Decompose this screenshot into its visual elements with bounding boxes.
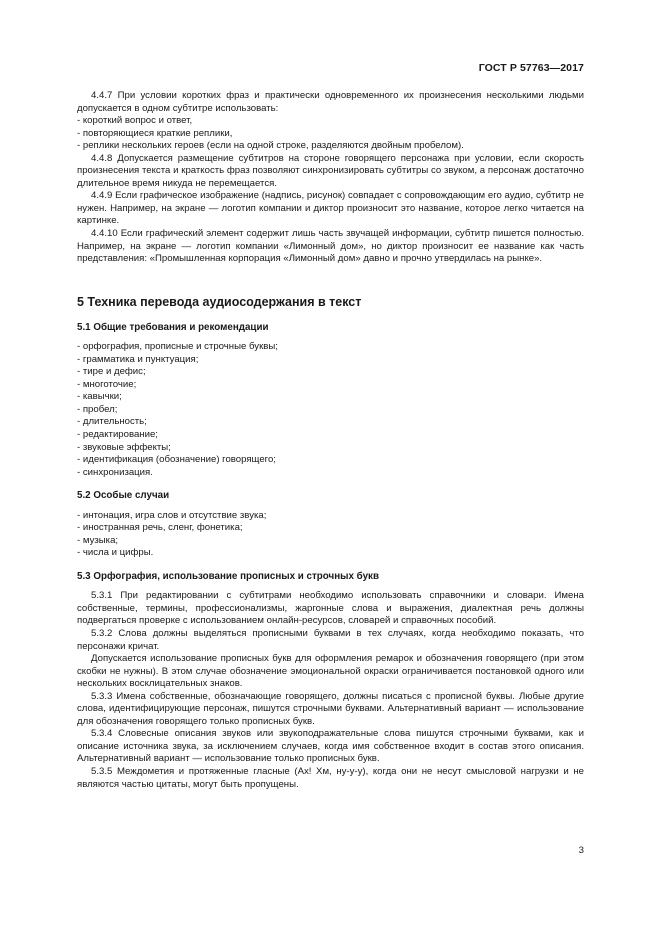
- section-5-1-title: 5.1 Общие требования и рекомендации: [77, 321, 269, 333]
- paragraph-5-3-4: 5.3.4 Словесные описания звуков или звукоподражательные слова пишутся строчными буквами, как и описание источника звука, за исключением случаев, когда имя собственное входит в состав этого описания. Альтернативный вариант — использование только прописных букв.: [77, 728, 584, 765]
- list-item: - пробел;: [77, 403, 118, 415]
- list-item: - идентификация (обозначение) говорящего;: [77, 454, 276, 466]
- page-content: [77, 90, 584, 791]
- list-item: - звуковые эффекты;: [77, 441, 171, 453]
- list-item: - иностранная речь, сленг, фонетика;: [77, 522, 243, 534]
- list-5-2: [77, 510, 584, 560]
- list-item: - кавычки;: [77, 391, 122, 403]
- document-code: ГОСТ Р 57763—2017: [478, 62, 584, 74]
- paragraph-5-3-2: 5.3.2 Слова должны выделяться прописными буквами в тех случаях, когда необходимо показать, что персонажи кричат.: [77, 628, 584, 652]
- page-number: 3: [578, 845, 584, 856]
- paragraph-4-4-8: 4.4.8 Допускается размещение субтитров на стороне говорящего персонажа при условии, если скорость произнесения текста и краткость фраз позволяют синхронизировать субтитры со звуком, а персонаж достаточно длительное время никуда не перемещается.: [77, 152, 584, 189]
- paragraph-5-3-1: 5.3.1 При редактировании с субтитрами необходимо использовать справочники и словари. Имена собственные, термины, профессионализмы, жаргонные слова и выражения, диалектная речь должны подвергаться проверке с использованием онлайн-ресурсов, словарей и справочных пособий.: [77, 590, 584, 627]
- list-item: - грамматика и пунктуация;: [77, 353, 199, 365]
- list-item: - тире и дефис;: [77, 366, 146, 378]
- list-item: - редактирование;: [77, 428, 158, 440]
- list-item: - короткий вопрос и ответ,: [77, 115, 193, 127]
- list-item: - синхронизация.: [77, 466, 153, 478]
- list-5-1: [77, 341, 584, 479]
- section-5-title: 5 Техника перевода аудиосодержания в текст: [77, 294, 362, 309]
- list-item: - музыка;: [77, 534, 119, 546]
- paragraph-5-3-3: 5.3.3 Имена собственные, обозначающие говорящего, должны писаться с прописной буквы. Любые другие слова, идентифицирующие персонаж, пишутся строчными буквами. Альтернативный вариант — использование для обозначения говорящего только прописных букв.: [77, 690, 584, 727]
- list-item: - орфография, прописные и строчные буквы;: [77, 341, 278, 353]
- list-item: - реплики нескольких героев (если на одной строке, разделяются двойным пробелом).: [77, 140, 464, 152]
- list-item: - повторяющиеся краткие реплики,: [77, 127, 233, 139]
- list-item: - интонация, игра слов и отсутствие звука;: [77, 509, 267, 521]
- section-5-3-title: 5.3 Орфография, использование прописных и строчных букв: [77, 570, 379, 582]
- paragraph-4-4-9: 4.4.9 Если графическое изображение (надпись, рисунок) совпадает с сопровождающим его аудио, субтитр не нужен. Например, на экране — логотип компании и диктор произносит это название, которое легко читается на картинке.: [77, 190, 584, 227]
- section-5-2-title: 5.2 Особые случаи: [77, 490, 170, 502]
- list-4-4-7: [77, 115, 584, 153]
- list-item: - длительность;: [77, 416, 147, 428]
- paragraph-5-3-2-continued: Допускается использование прописных букв для оформления ремарок и обозначения говорящего (при этом скобки не нужны). В этом случае обозначение эмоциональной окраски ограничивается постановкой одного или нескольких восклицательных знаков.: [77, 653, 584, 690]
- list-item: - числа и цифры.: [77, 547, 154, 559]
- paragraph-4-4-7: 4.4.7 При условии коротких фраз и практически одновременного их произнесения несколькими людьми допускается в одном субтитре использовать:: [77, 90, 584, 114]
- list-item: - многоточие;: [77, 378, 137, 390]
- paragraph-5-3-5: 5.3.5 Междометия и протяженные гласные (Ах! Хм, ну-у-у), когда они не несут смысловой нагрузки и не являются частью цитаты, могут быть пропущены.: [77, 766, 584, 790]
- paragraph-4-4-10: 4.4.10 Если графический элемент содержит лишь часть звучащей информации, субтитр пишется полностью. Например, на экране — логотип компании «Лимонный дом», но диктор произносит ее название как часть представления: «Промышленная корпорация «Лимонный дом» давно и прочно утвердилась на рынке».: [77, 228, 584, 265]
